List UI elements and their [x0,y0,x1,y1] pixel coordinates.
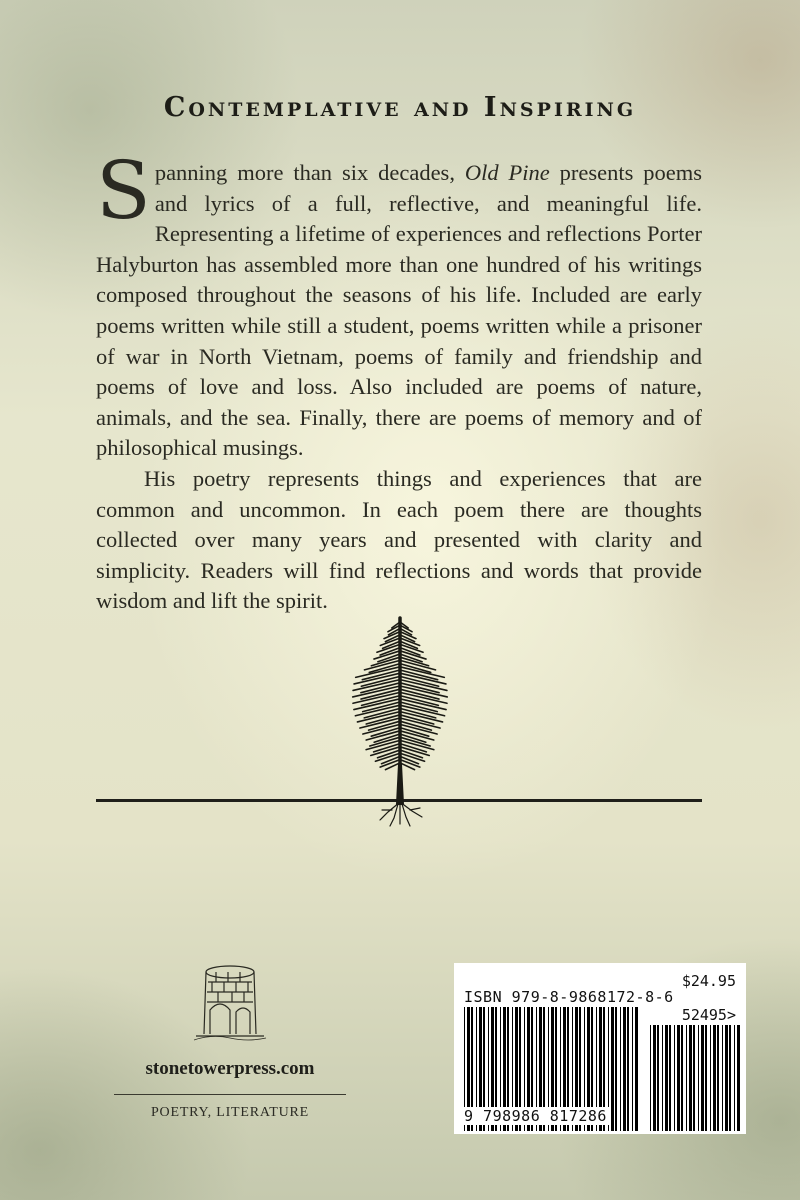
divider [114,1094,346,1095]
description [96,144,703,617]
description-paragraph-1 [96,144,703,464]
book-title: Old Pine [464,160,550,185]
publisher-block [110,960,350,1121]
publisher-website-link[interactable]: stonetowerpress.com [145,1058,315,1079]
category-label: POETRY, LITERATURE [150,1105,310,1120]
description-paragraph-2: His poetry represents things and experiences that are common and uncommon. In each poem there are thoughts collected over many years and presented with clarity and simplicity. Readers will find reflections and words that provide wisdom and lift the spirit. [96,465,702,614]
addon-code: 52495> [681,1006,736,1024]
price-label: $24.95 [681,972,736,990]
description-lead: panning more than six decades, [154,160,455,185]
description-rest: presents poems and lyrics of a full, reflective, and meaningful life. Representing a lifetime of experiences and reflections Porter Halyburton has assembled more than one hundred of his writings composed throughout the seasons of his life. Included are early poems written while still a student, poems written while a prisoner of war in North Vietnam, poems of family and friendship and poems of love and loss. Also included are poems of nature, animals, and the sea. Finally, there are poems of memory and of philosophical musings. [96,160,703,461]
barcode-number: 9 798986 817286 [460,1107,611,1125]
drop-cap: S [96,144,151,237]
addon-barcode [650,1025,740,1131]
isbn-label: ISBN 979-8-9868172-8-6 [464,988,674,1006]
stone-tower-icon [192,960,268,1042]
barcode-box [454,963,746,1134]
pine-tree-icon [330,614,470,829]
headline: Contemplative and Inspiring [163,92,637,123]
